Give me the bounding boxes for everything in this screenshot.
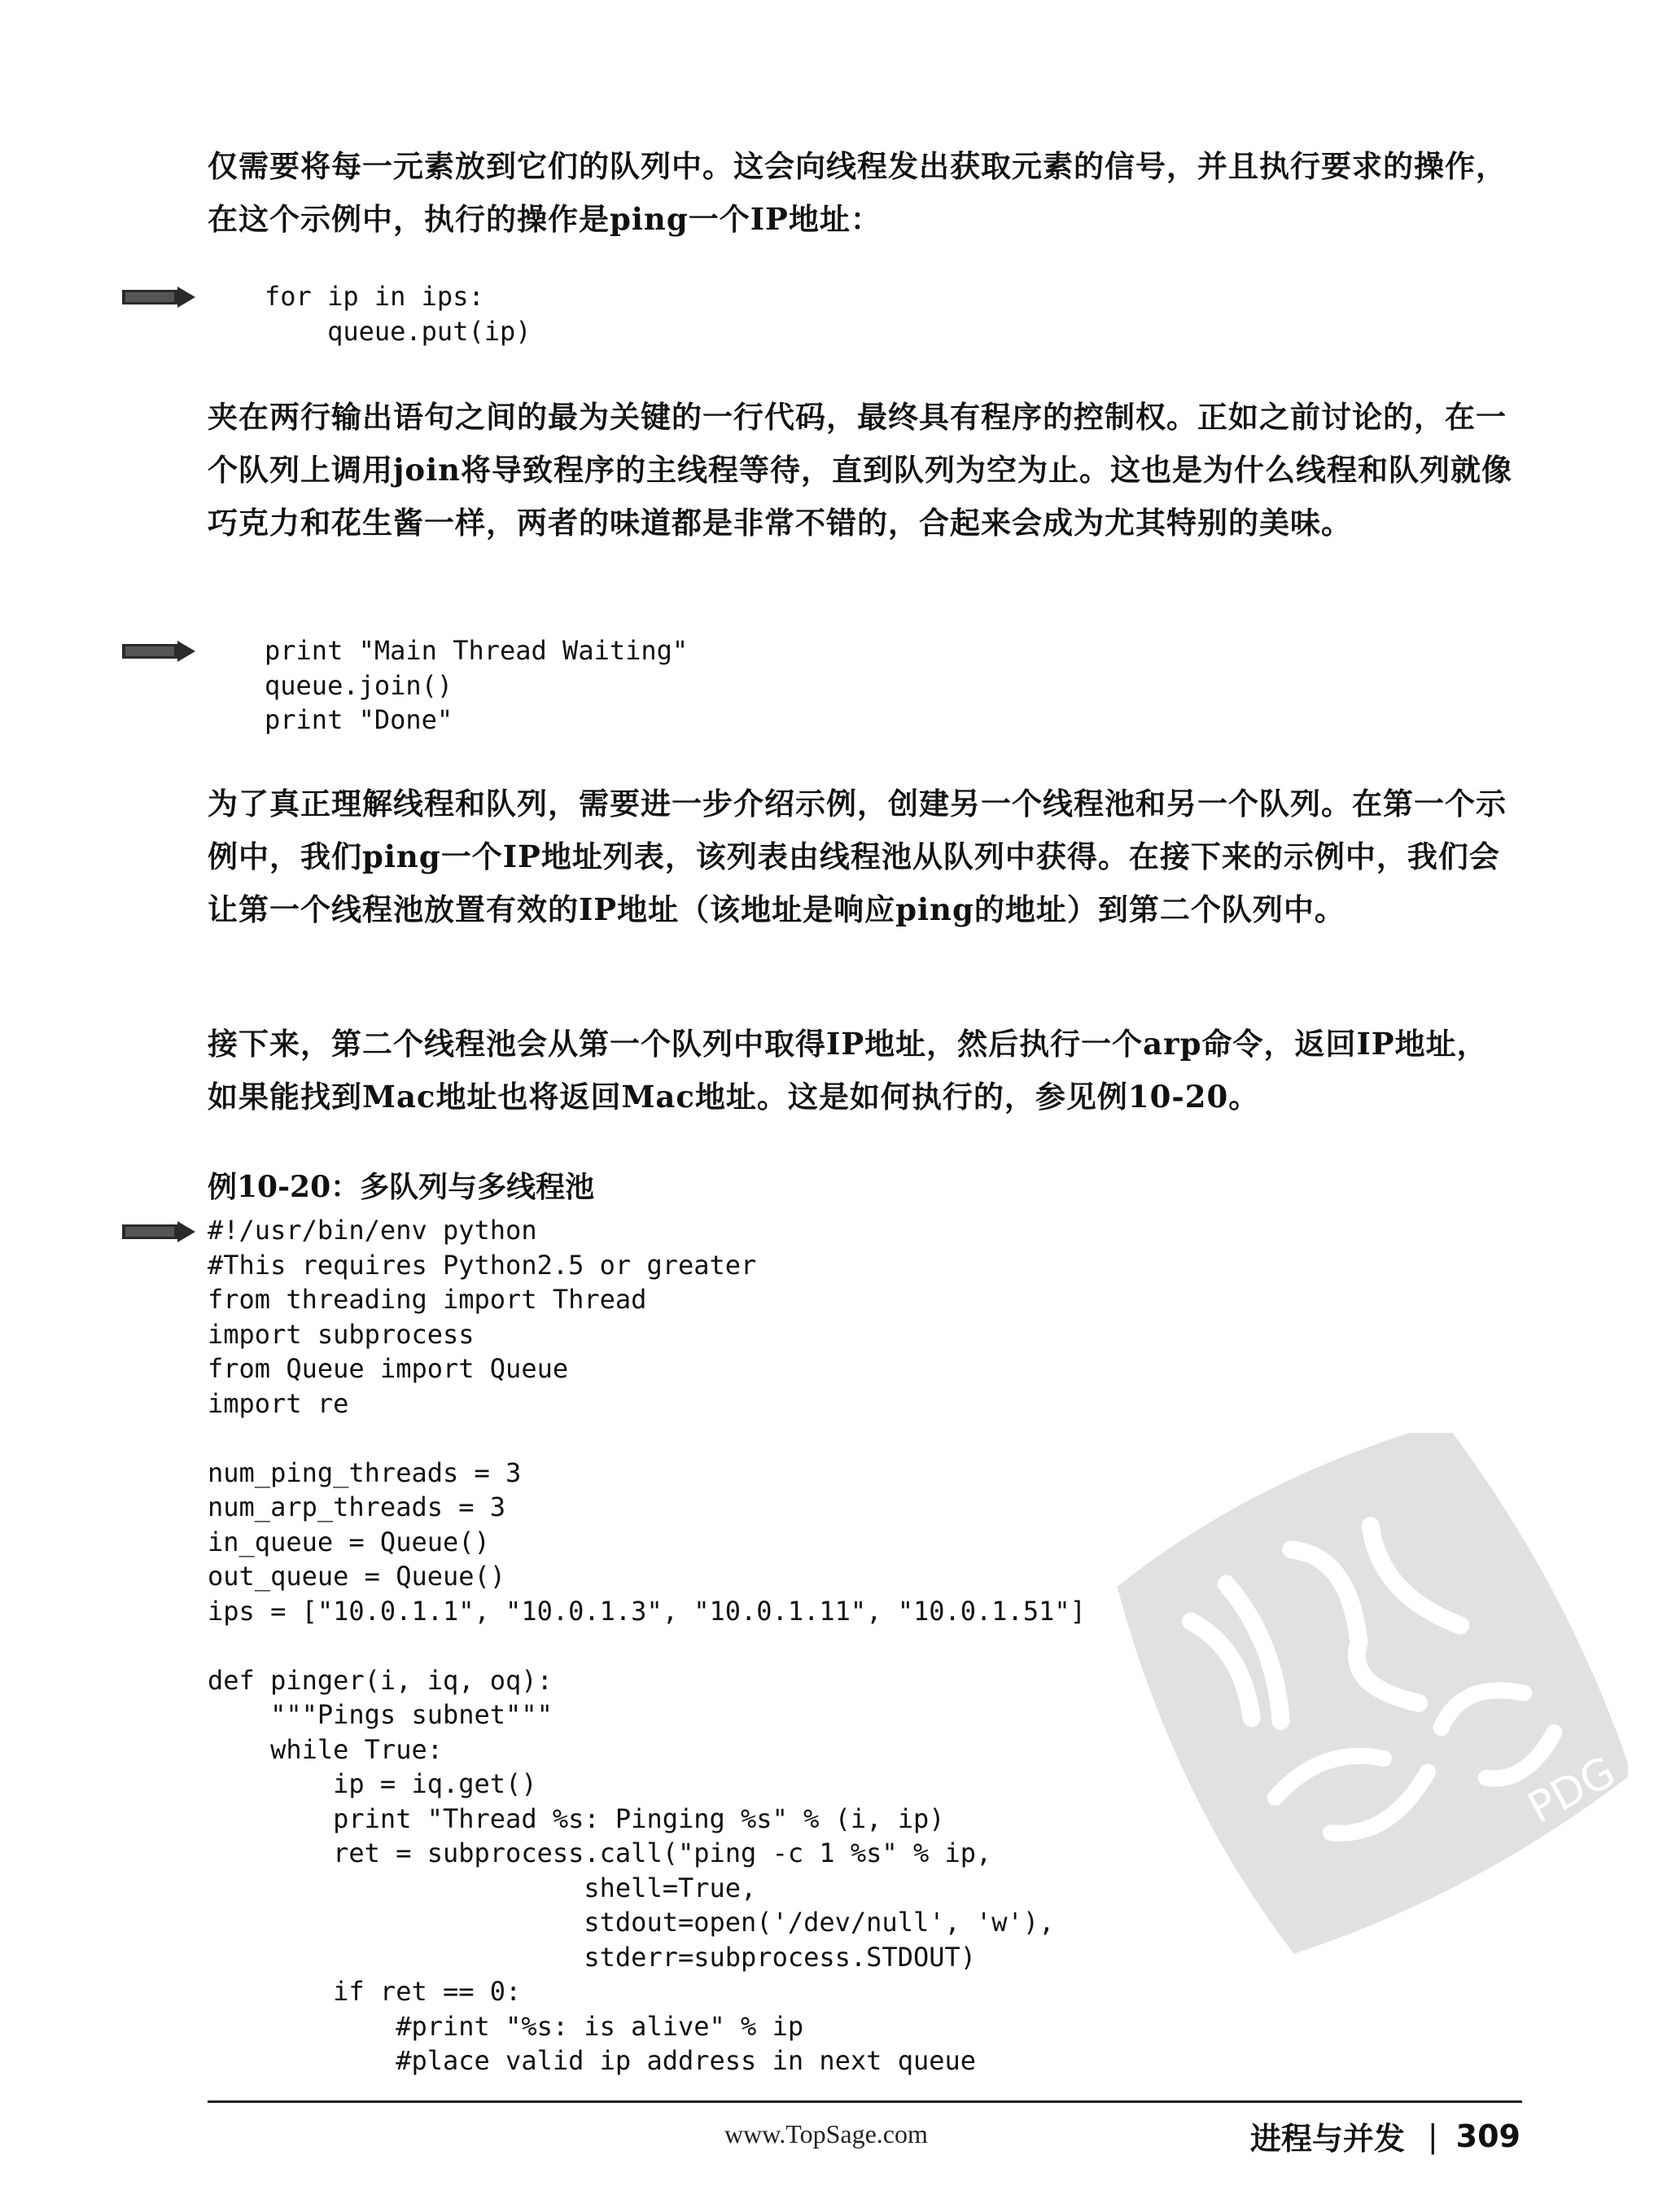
arrow-marker-icon xyxy=(122,641,195,662)
page-number: 309 xyxy=(1455,2118,1520,2154)
paragraph-2: 夹在两行输出语句之间的最为关键的一行代码，最终具有程序的控制权。正如之前讨论的，在一个队列上调用join将导致程序的主线程等待，直到队列为空为止。这也是为什么线程和队列就像巧克力和花生酱一样，两者的味道都是非常不错的，合起来会成为尤其特别的美味。 xyxy=(208,399,1513,541)
footer-page-info xyxy=(1250,2113,1520,2158)
arrow-marker-icon xyxy=(122,287,195,308)
footer-url: www.TopSage.com xyxy=(724,2119,928,2148)
footer-rule xyxy=(208,2100,1522,2103)
watermark-text: PDG xyxy=(1520,1747,1624,1833)
code-snippet-join: print "Main Thread Waiting" queue.join() print "Done" xyxy=(265,635,689,735)
footer-separator: | xyxy=(1427,2118,1438,2154)
seal-stamp-icon xyxy=(1107,1433,1628,1954)
code-example-10-20: #!/usr/bin/env python #This requires Python2.5 or greater from threading import Thread import subprocess from Queue import Queue import re num_ping_threads = 3 num_arp_threads = 3 in_queue = Queue() out_queue = Queue() ips = ["10.0.1.1", "10.0.1.3", "10.0.1.11", "10.0.1.51"] def pinger(i, iq, oq): """Pings subnet""" while True: ip = iq.get() print "Thread %s: Pinging %s" % (i, ip) ret = subprocess.call("ping -c 1 %s" % ip, shell=True, stdout=open('/dev/null', 'w'), stderr=subprocess.STDOUT) if ret == 0: #print "%s: is alive" % ip #place valid ip address in next queue xyxy=(208,1215,1086,2076)
code-snippet-for-loop: for ip in ips: queue.put(ip) xyxy=(265,281,532,347)
arrow-marker-icon xyxy=(122,1221,195,1242)
paragraph-4: 接下来，第二个线程池会从第一个队列中取得IP地址，然后执行一个arp命令，返回IP地址，如果能找到Mac地址也将返回Mac地址。这是如何执行的，参见例10-20。 xyxy=(208,1026,1488,1115)
example-caption: 例10-20：多队列与多线程池 xyxy=(208,1170,595,1204)
chapter-title: 进程与并发 xyxy=(1249,2121,1405,2157)
paragraph-1: 仅需要将每一元素放到它们的队列中。这会向线程发出获取元素的信号，并且执行要求的操作，在这个示例中，执行的操作是ping一个IP地址： xyxy=(208,148,1507,237)
paragraph-3: 为了真正理解线程和队列，需要进一步介绍示例，创建另一个线程池和另一个队列。在第一个示例中，我们ping一个IP地址列表，该列表由线程池从队列中获得。在接下来的示例中，我们会让第一个线程池放置有效的IP地址（该地址是响应ping的地址）到第二个队列中。 xyxy=(208,786,1507,927)
